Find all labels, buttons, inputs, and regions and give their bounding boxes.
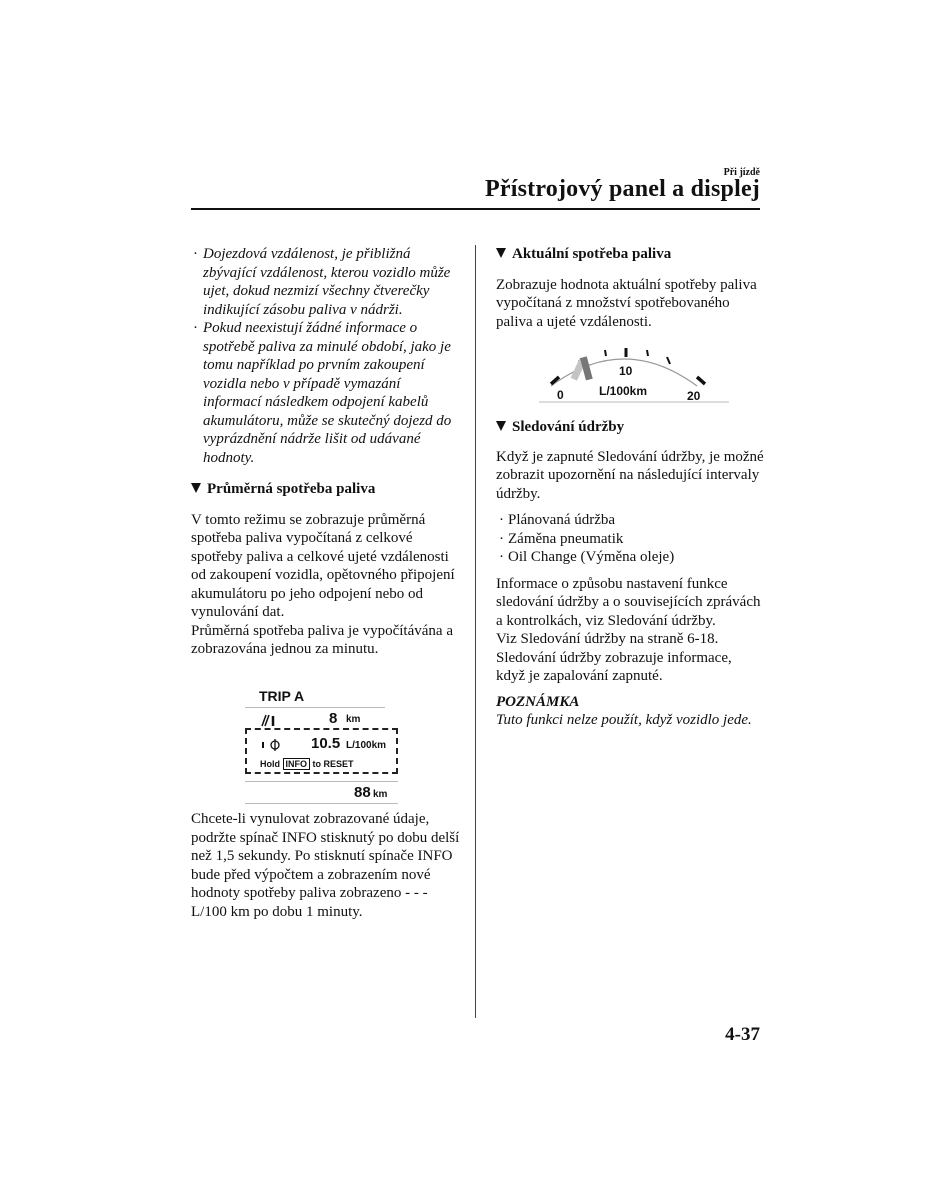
gauge-tick (667, 357, 670, 364)
section-label: Při jízdě (723, 167, 760, 178)
note-text: Tuto funkci nelze použít, když vozidlo jede. (496, 712, 752, 728)
triangle-down-icon (496, 248, 506, 258)
header-rule (191, 208, 760, 210)
maintenance-list (496, 511, 764, 567)
gauge-min-label: 0 (557, 388, 564, 402)
bullet-no-data-note: · Pokud neexistují žádné informace o spotřebě paliva za minulé období, jako je tomu například po prvním zakoupení vozidla nebo v případě vymazání informací následkem odpojení kabelů akumulátoru, může se skutečný dojezd do vyprázdnění nádrže lišit od udávané hodnoty. (191, 319, 461, 467)
odometer-value: 88 (354, 784, 371, 801)
left-column (191, 245, 461, 659)
note-title: POZNÁMKA (496, 693, 580, 710)
average-unit: L/100km (346, 740, 387, 751)
average-consumption-icon (261, 739, 283, 751)
trip-divider-top (245, 707, 385, 708)
paragraph-maintenance-intro: Když je zapnuté Sledování údržby, je možné zobrazit upozornění na následující intervaly údržby. (496, 448, 764, 502)
range-unit: km (346, 714, 361, 725)
current-consumption-gauge (539, 344, 729, 406)
heading-average-consumption (191, 480, 461, 499)
paragraph-average-update: Průměrná spotřeba paliva je vypočítávána a zobrazována jednou za minutu. (191, 622, 453, 657)
hold-text: Hold (260, 759, 280, 769)
paragraph-page-reference: Viz Sledování údržby na straně 6-18. (496, 631, 719, 647)
column-divider (475, 245, 476, 1018)
gauge-tick (697, 377, 705, 384)
list-item: · Oil Change (Výměna oleje) (496, 548, 764, 567)
heading-text: Průměrná spotřeba paliva (207, 481, 376, 497)
reset-hint (260, 759, 354, 769)
to-reset-text: to RESET (312, 759, 354, 769)
paragraph-reset-instructions: Chcete-li vynulovat zobrazované údaje, podržte spínač INFO stisknutý po dobu delší než 1,5 sekundy. Po stisknutí spínače INFO bude před výpočtem a zobrazením nové hodnoty spotřeby paliva zobrazeno - - - L/100 km po dobu 1 minuty. (191, 811, 460, 920)
triangle-down-icon (496, 421, 506, 431)
odometer-unit: km (373, 789, 388, 800)
average-value: 10.5 (311, 735, 341, 752)
bullet-range-note: · Dojezdová vzdálenost, je přibližná zbývající vzdálenost, kterou vozidlo může ujet, dokud nezmizí všechny čtverečky indikující zásobu paliva v nádrži. (191, 245, 461, 319)
page-title: Přístrojový panel a displej (485, 176, 760, 202)
gauge-unit-label: L/100km (599, 384, 648, 398)
heading-current-consumption (496, 245, 764, 264)
trip-label: TRIP A (259, 688, 305, 704)
right-column-lower (496, 418, 764, 730)
trip-divider-bottom (245, 803, 398, 804)
triangle-down-icon (191, 483, 201, 493)
heading-text: Sledování údržby (512, 419, 625, 435)
gauge-mid-label: 10 (619, 364, 633, 378)
paragraph-maintenance-settings: Informace o způsobu nastavení funkce sledování údržby a o souvisejících zprávách a kontrolkách, viz Sledování údržby. (496, 575, 761, 629)
list-item: · Záměna pneumatik (496, 530, 764, 549)
heading-text: Aktuální spotřeba paliva (512, 246, 672, 262)
distance-to-empty-icon (259, 713, 279, 728)
list-item: · Plánovaná údržba (496, 511, 764, 530)
trip-divider-middle (245, 781, 398, 782)
gauge-tick (605, 350, 606, 356)
range-value: 8 (329, 710, 338, 727)
paragraph-maintenance-ignition: Sledování údržby zobrazuje informace, když je zapalování zapnuté. (496, 649, 732, 684)
gauge-max-label: 20 (687, 389, 701, 403)
right-column (496, 245, 764, 331)
info-button-label: INFO (283, 758, 311, 770)
heading-maintenance-monitor (496, 418, 764, 437)
trip-display-illustration (245, 685, 398, 805)
gauge-tick (647, 350, 648, 356)
paragraph-average-mode: V tomto režimu se zobrazuje průměrná spotřeba paliva vypočítaná z celkové spotřeby paliva a celkové ujeté vzdálenosti od zakoupení vozidla, opětovného připojení akumulátoru po jeho odpojení nebo od vynulování dat. (191, 511, 455, 620)
paragraph-current-consumption: Zobrazuje hodnota aktuální spotřeby paliva vypočítaná z množství spotřebovaného paliva a ujeté vzdálenosti. (496, 276, 757, 330)
page-number: 4-37 (725, 1024, 760, 1045)
